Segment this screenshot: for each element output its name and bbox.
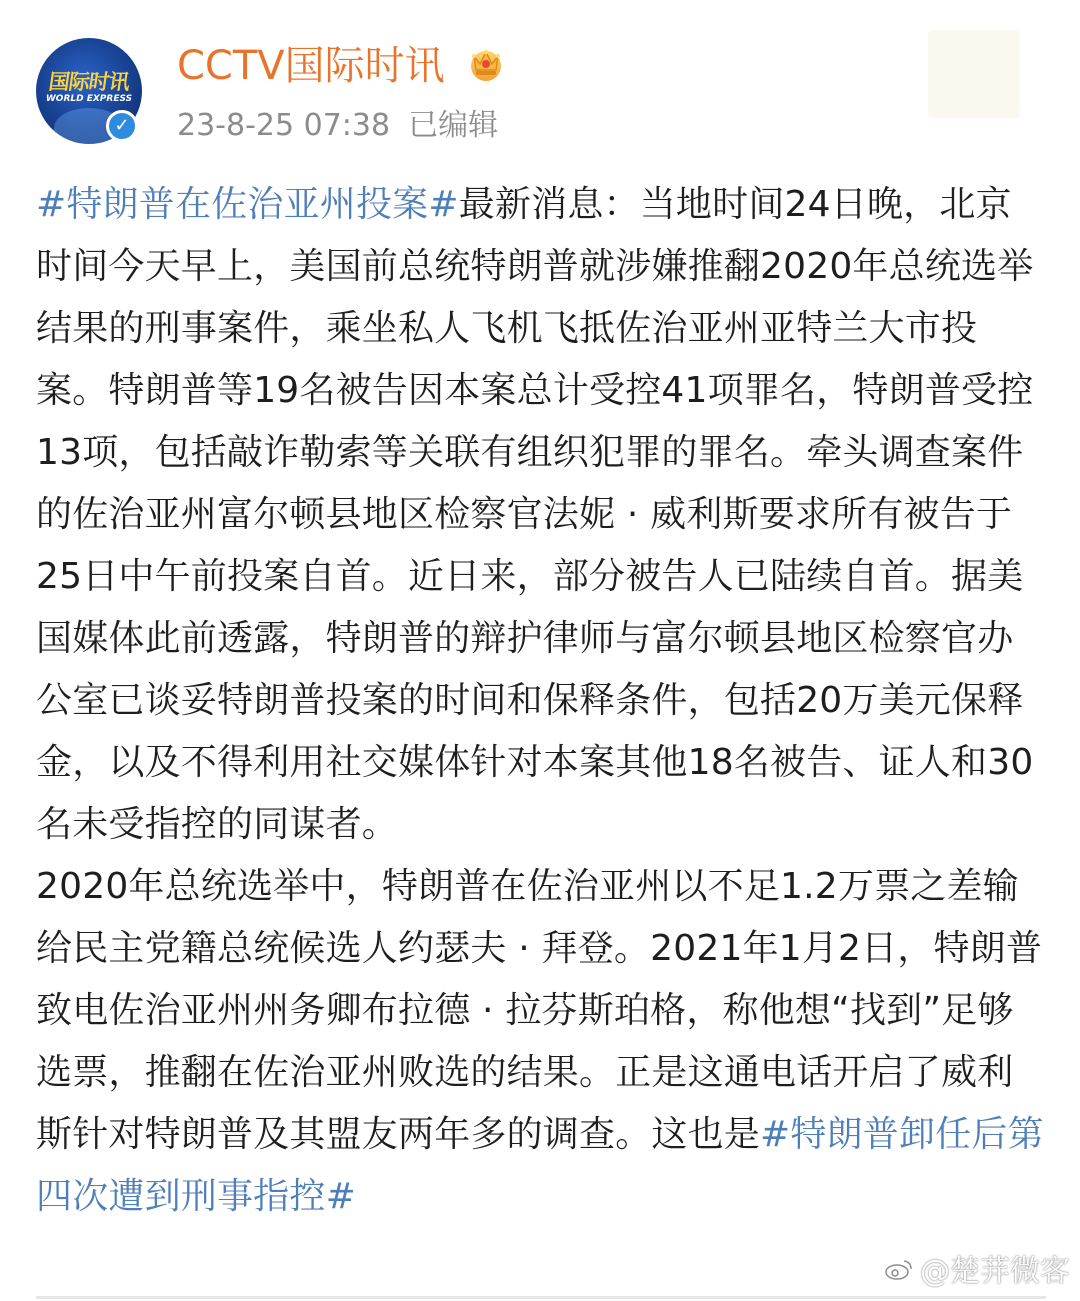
post-text: 2020年总统选举中，特朗普在佐治亚州以不足1.2万票之差输给民主党籍总统候选人约瑟夫 · 拜登。2021年1月2日，特朗普致电佐治亚州州务卿布拉德 · 拉芬斯珀格，称他想“找到”足够选票，推翻在佐治亚州败选的结果。正是这通电话开启了威利斯针对特朗普及其盟友两年多的调查。这也是 (36, 866, 1043, 1155)
post-paragraph-2 (36, 856, 1046, 1228)
watermark-text: @楚荓微客 (920, 1254, 1070, 1289)
post-paragraph-1 (36, 174, 1046, 856)
avatar-title: 国际时讯 (47, 70, 131, 94)
header-decoration (928, 30, 1020, 118)
hashtag-link[interactable]: #特朗普卸任后第四次遭到刑事指控# (36, 1114, 1044, 1217)
watermark (884, 1252, 1070, 1292)
weibo-logo-icon (884, 1257, 914, 1281)
post-content (36, 174, 1046, 1228)
avatar-subtitle: WORLD EXPRESS (45, 94, 133, 104)
account-name[interactable]: CCTV国际时讯 (177, 43, 445, 89)
divider (36, 1296, 1046, 1299)
post-meta (177, 106, 498, 146)
post-text: 最新消息：当地时间24日晚，北京时间今天早上，美国前总统特朗普就涉嫌推翻2020年总统选举结果的刑事案件，乘坐私人飞机飞抵佐治亚州亚特兰大市投案。特朗普等19名被告因本案总计受控41项罪名，特朗普受控13项，包括敲诈勒索等关联有组织犯罪的罪名。牵头调查案件的佐治亚州富尔顿县地区检察官法妮 · 威利斯要求所有被告于25日中午前投案自首。近日来，部分被告人已陆续自首。据美国媒体此前透露，特朗普的辩护律师与富尔顿县地区检察官办公室已谈妥特朗普投案的时间和保释条件，包括20万美元保释金，以及不得利用社交媒体针对本案其他18名被告、证人和30名未受指控的同谋者。 (36, 184, 1034, 845)
post-header (0, 0, 1080, 160)
hashtag-link[interactable]: #特朗普在佐治亚州投案# (36, 184, 459, 225)
verified-check-icon: ✓ (106, 110, 138, 142)
edited-label[interactable]: 已编辑 (408, 108, 499, 143)
crown-icon[interactable] (464, 42, 508, 86)
post-timestamp: 23-8-25 07:38 (177, 108, 391, 143)
